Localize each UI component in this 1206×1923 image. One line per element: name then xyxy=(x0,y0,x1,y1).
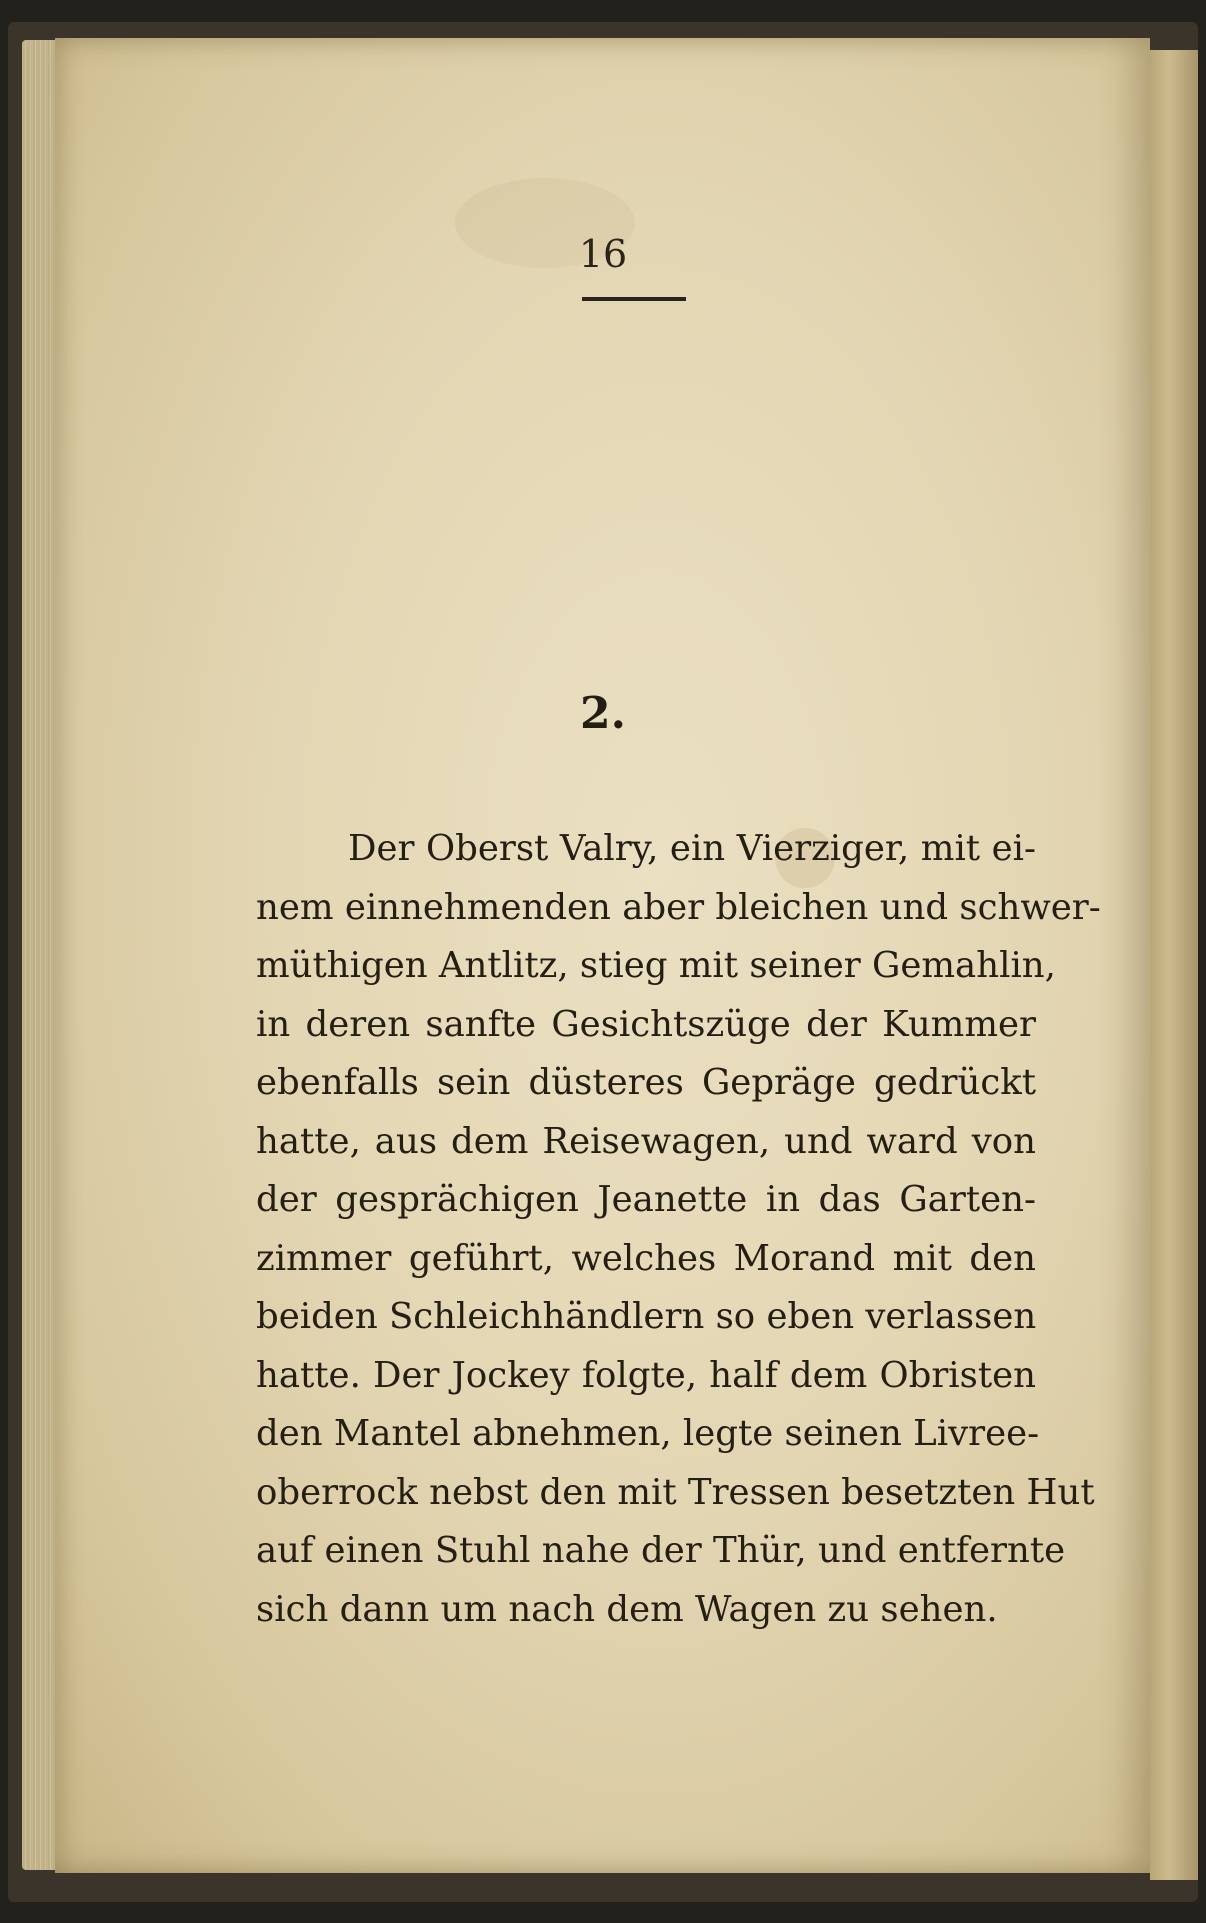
text-line: in deren sanfte Gesichtszüge der Kummer xyxy=(256,1003,1036,1045)
text-line: hatte, aus dem Reisewagen, und ward von xyxy=(256,1120,1036,1162)
text-line: zimmer geführt, welches Morand mit den xyxy=(256,1237,1036,1279)
text-line: hatte. Der Jockey folgte, half dem Obristen xyxy=(256,1354,1036,1396)
text-line: auf einen Stuhl nahe der Thür, und entfernte xyxy=(256,1530,1066,1571)
page-number: 16 xyxy=(578,232,628,276)
text-line: müthigen Antlitz, stieg mit seiner Gemahlin, xyxy=(256,945,1056,986)
header-rule xyxy=(582,297,686,301)
text-line: beiden Schleichhändlern so eben verlassen xyxy=(256,1296,1037,1337)
text-line: nem einnehmenden aber bleichen und schwer- xyxy=(256,886,1101,928)
chapter-number: 2. xyxy=(580,688,626,739)
text-line: der gesprächigen Jeanette in das Garten- xyxy=(256,1179,1036,1220)
text-line: Der Oberst Valry, ein Vierziger, mit ei- xyxy=(348,828,1036,869)
next-page-edge xyxy=(1150,50,1198,1880)
text-line: den Mantel abnehmen, legte seinen Livree- xyxy=(256,1413,1040,1454)
text-line: ebenfalls sein düsteres Gepräge gedrückt xyxy=(256,1062,1036,1103)
text-line: sich dann um nach dem Wagen zu sehen. xyxy=(256,1588,998,1630)
body-paragraph xyxy=(256,820,1101,1639)
text-line: oberrock nebst den mit Tressen besetzten Hut xyxy=(256,1471,1095,1513)
